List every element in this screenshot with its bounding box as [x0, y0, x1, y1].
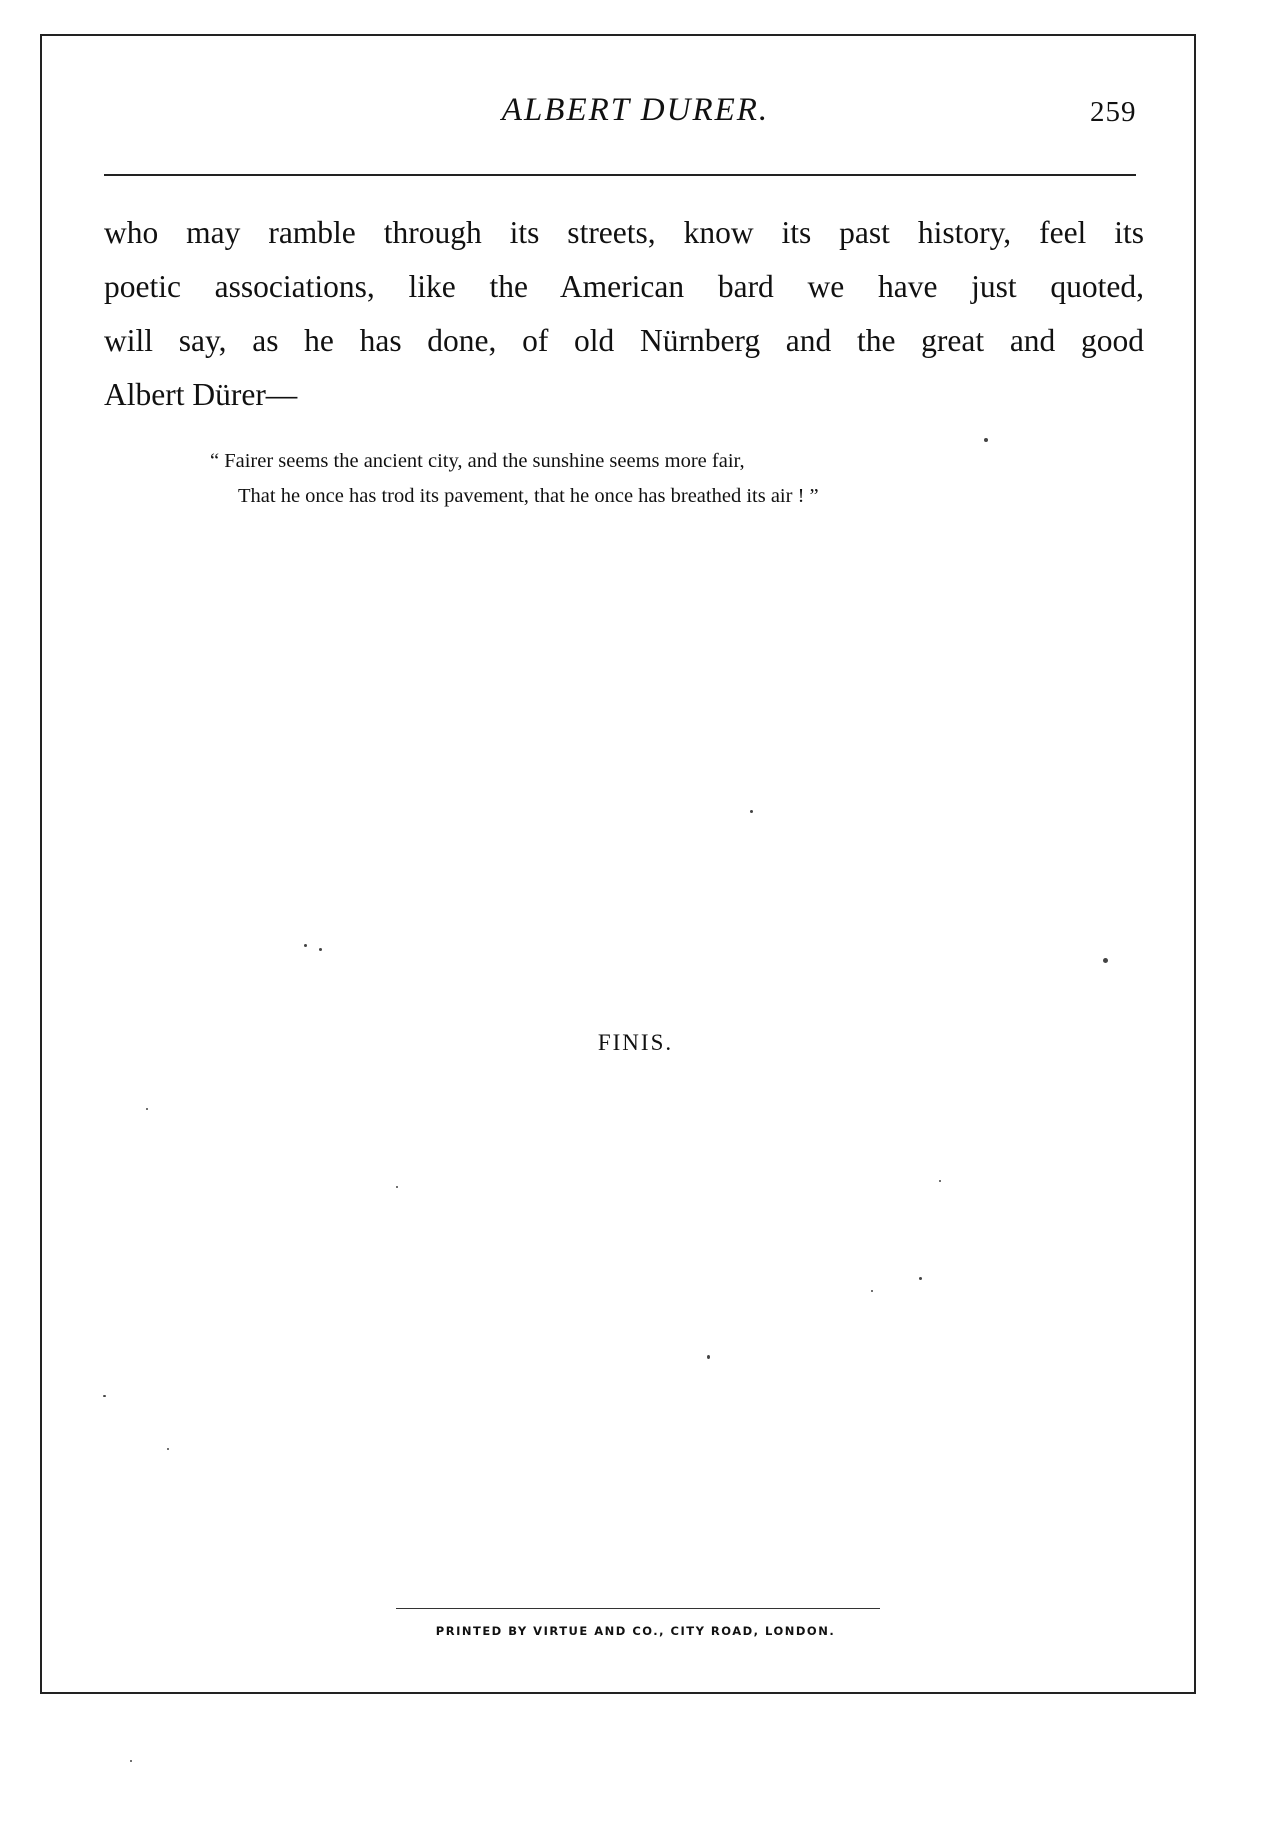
running-head	[0, 92, 1271, 142]
print-speck	[103, 1395, 106, 1397]
quote-line: “ Fairer seems the ancient city, and the sunshine seems more fair,	[210, 450, 745, 472]
print-speck	[871, 1290, 873, 1292]
finis-label: FINIS.	[597, 1030, 674, 1055]
print-speck	[146, 1108, 148, 1110]
print-speck	[939, 1180, 941, 1182]
verse-quotation	[210, 444, 1110, 514]
body-paragraph	[104, 206, 1144, 422]
quote-line: That he once has trod its pavement, that he once has breathed its air ! ”	[238, 485, 819, 507]
body-line: who may ramble through its streets, know its past history, feel its	[104, 215, 1144, 250]
print-speck	[304, 944, 307, 947]
running-title: ALBERT DURER.	[501, 92, 770, 128]
printer-imprint: PRINTED BY VIRTUE AND CO., CITY ROAD, LONDON.	[435, 1624, 836, 1638]
body-line: Albert Dürer—	[104, 377, 298, 412]
page-number: 259	[1090, 96, 1137, 128]
print-speck	[919, 1277, 922, 1280]
print-speck	[167, 1448, 169, 1450]
print-speck	[984, 438, 988, 442]
print-speck	[750, 810, 753, 813]
print-speck	[707, 1355, 710, 1359]
imprint-rule	[396, 1608, 880, 1609]
header-rule	[104, 174, 1136, 176]
print-speck	[1103, 958, 1108, 963]
print-speck	[319, 948, 322, 951]
print-speck	[130, 1760, 132, 1762]
body-line: poetic associations, like the American bard we have just quoted,	[104, 269, 1144, 304]
print-speck	[396, 1186, 398, 1188]
body-line: will say, as he has done, of old Nürnberg and the great and good	[104, 323, 1144, 358]
